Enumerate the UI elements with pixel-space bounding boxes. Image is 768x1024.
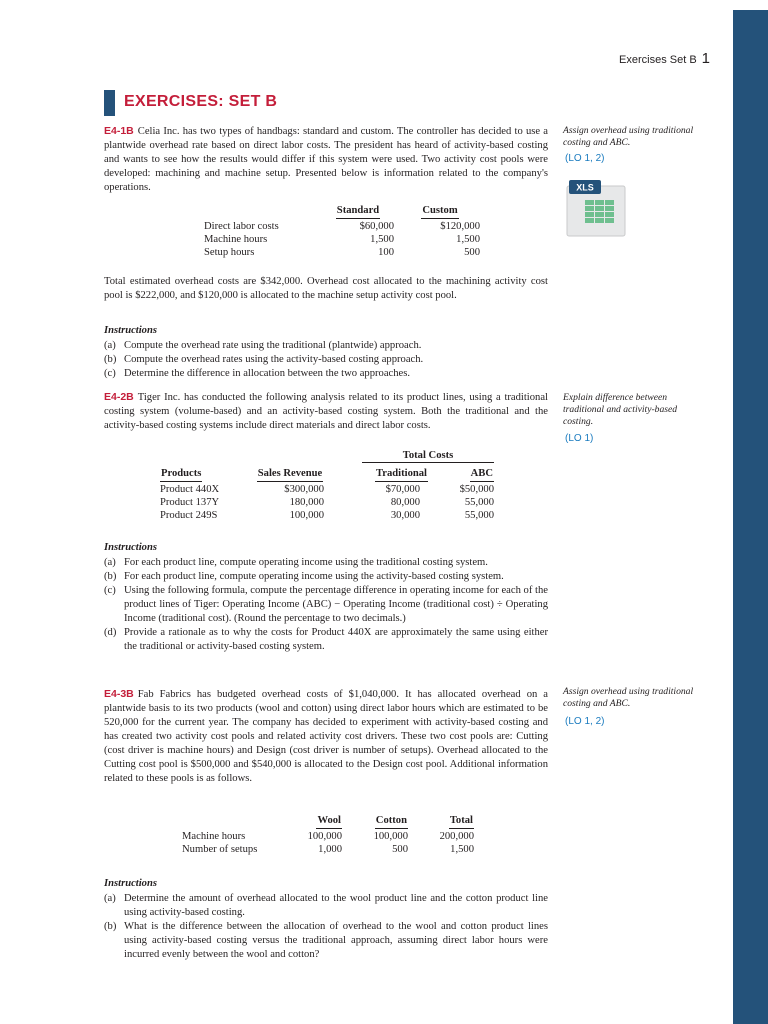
exercise-body: Celia Inc. has two types of handbags: standard and custom. The controller has decided to use a plantwide overhead rate based on direct labor costs. The president has heard of activity-based costing and wants to see how the results would differ if this system were used. Two activity cost pools were developed: machining and machine setup. Presented below is information related to the company's operations.: [104, 126, 548, 193]
table-row: Setup hours 100 500: [204, 247, 480, 258]
exercise-body: Tiger Inc. has conducted the following analysis related to its product lines, using a traditional costing system (volume-based) and an activity-based costing system. Both the traditional and the activity-based costing systems include direct materials and direct labor costs.: [104, 392, 548, 431]
xls-label: XLS: [576, 182, 594, 193]
column-header: Sales Revenue: [238, 467, 342, 483]
table-row: Direct labor costs $60,000 $120,000: [204, 221, 480, 232]
table-row: Product 137Y 180,000 80,000 55,000: [160, 497, 494, 508]
instructions-heading: Instructions: [104, 325, 157, 336]
total-costs-group-header: Total Costs: [362, 450, 494, 463]
section-heading-marker: [104, 90, 115, 116]
e4-1b-table: [204, 204, 480, 259]
list-item: (b) What is the difference between the allocation of overhead to the wool and cotton product lines using activity-based costing versus the traditional approach, assuming direct labor hours were incurred evenly between the wool and cotton?: [104, 921, 548, 960]
column-header: Traditional: [342, 467, 428, 483]
list-item: (a) For each product line, compute operating income using the traditional costing system.: [104, 557, 488, 568]
column-header: Products: [160, 467, 238, 483]
list-item: (a) Determine the amount of overhead allocated to the wool product line and the cotton product line using activity-based costing.: [104, 893, 548, 918]
e4-1b-instructions: [104, 339, 548, 381]
instructions-heading: Instructions: [104, 542, 157, 553]
exercise-e4-2b-text: [104, 390, 548, 433]
instructions-heading: Instructions: [104, 878, 157, 889]
column-header: Custom: [394, 204, 480, 220]
column-header: Total: [408, 814, 474, 830]
list-item: (d) Provide a rationale as to why the costs for Product 440X are approximately the same using either the traditional or activity-based costing system.: [104, 627, 548, 652]
exercise-number: E4-3B: [104, 688, 134, 700]
xls-spreadsheet-icon: [565, 178, 627, 238]
e4-3b-learning-objective: (LO 1, 2): [565, 716, 605, 727]
section-heading: [104, 90, 548, 116]
column-header: ABC: [428, 467, 494, 483]
running-head-text: Exercises Set B: [619, 54, 697, 66]
table-row: Machine hours 100,000 100,000 200,000: [182, 831, 474, 842]
e4-3b-instructions: [104, 892, 548, 962]
exercise-number: E4-1B: [104, 125, 134, 137]
column-header: Standard: [322, 204, 394, 220]
e4-1b-learning-objective: (LO 1, 2): [565, 153, 605, 164]
e4-1b-margin-note: Assign overhead using traditional costing and ABC.: [563, 125, 694, 148]
list-item: (c) Determine the difference in allocation between the two approaches.: [104, 368, 411, 379]
column-header: Cotton: [342, 814, 408, 830]
running-head: [560, 50, 710, 67]
table-row: Number of setups 1,000 500 1,500: [182, 844, 474, 855]
table-row: Machine hours 1,500 1,500: [204, 234, 480, 245]
list-item: (b) For each product line, compute operating income using the activity-based costing system.: [104, 571, 504, 582]
e4-2b-instructions: [104, 556, 548, 654]
e4-2b-table: [160, 467, 494, 522]
exercise-e4-1b-text: [104, 124, 548, 195]
e4-1b-paragraph-2: Total estimated overhead costs are $342,000. Overhead cost allocated to the machining activity cost pool is $222,000, and $120,000 is allocated to the machine setup activity cost pool.: [104, 276, 548, 301]
right-edge-bar: [733, 10, 768, 1024]
list-item: (b) Compute the overhead rates using the activity-based costing approach.: [104, 354, 424, 365]
exercise-number: E4-2B: [104, 391, 134, 403]
e4-2b-margin-note: Explain difference between traditional and activity-based costing.: [563, 392, 678, 427]
column-header: Wool: [294, 814, 342, 830]
list-item: (c) Using the following formula, compute the percentage difference in operating income for each of the product lines of Tiger: Operating Income (ABC) − Operating Income (traditional cost) ÷ Operating Income (traditional cost). (Round the percentage to two decimals.): [104, 585, 548, 624]
table-row: Product 249S 100,000 30,000 55,000: [160, 510, 494, 521]
table-row: Product 440X $300,000 $70,000 $50,000: [160, 484, 494, 495]
e4-3b-margin-note: Assign overhead using traditional costing and ABC.: [563, 686, 694, 709]
list-item: (a) Compute the overhead rate using the traditional (plantwide) approach.: [104, 340, 422, 351]
e4-2b-learning-objective: (LO 1): [565, 433, 594, 444]
page-number: 1: [701, 50, 710, 67]
exercise-body: Fab Fabrics has budgeted overhead costs of $1,040,000. It has allocated overhead on a plantwide basis to its two products (wool and cotton) using direct labor hours which are estimated to be 520,000 for the current year. The company has decided to experiment with activity-based costing and has created two activity cost pools and related activity cost drivers. These two cost pools are: Cutting (cost driver is machine hours) and Design (cost driver is number of setups). Overhead allocated to the Cutting cost pool is $500,000 and $540,000 is allocated to the Design cost pool. Additional information related to these pools is as follows.: [104, 689, 548, 784]
section-title: EXERCISES: SET B: [124, 93, 278, 110]
exercise-e4-3b-text: [104, 687, 548, 786]
e4-3b-table: [182, 814, 474, 856]
